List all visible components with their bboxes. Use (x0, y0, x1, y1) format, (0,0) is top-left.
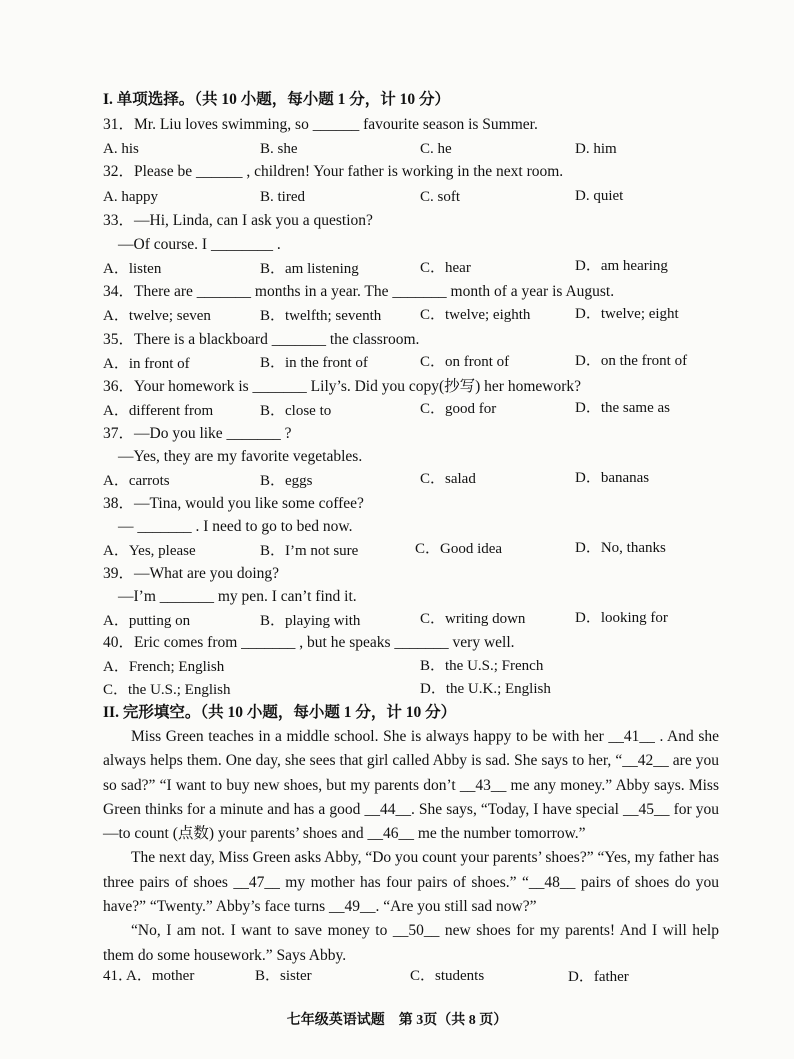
q31-option-b: B. she (260, 141, 298, 157)
section-2-heading: II. 完形填空。（共 10 小题，每小题 1 分，计 10 分） (103, 704, 457, 721)
question-33-stem-2: —Of course. I ________ . (118, 236, 281, 253)
q37-option-a: A．carrots (103, 473, 170, 489)
q33-option-b: B．am listening (260, 261, 359, 277)
section-1-heading: I. 单项选择。（共 10 小题，每小题 1 分，计 10 分） (103, 91, 451, 108)
q36-option-a: A．different from (103, 403, 214, 419)
question-40-stem: 40．Eric comes from _______ , but he speaks _______ very well. (103, 634, 515, 651)
question-33-stem: 33．—Hi, Linda, can I ask you a question? (103, 212, 373, 229)
q37-option-d: D．bananas (575, 470, 650, 486)
question-37-stem-2: —Yes, they are my favorite vegetables. (118, 448, 363, 465)
q35-option-a: A．in front of (103, 356, 190, 372)
q40-option-b: B．the U.S.; French (420, 658, 544, 674)
q41-option-a: A．mother (126, 968, 195, 984)
q32-option-d: D. quiet (575, 188, 624, 204)
q32-option-a: A. happy (103, 189, 158, 205)
question-39-stem-2: —I’m _______ my pen. I can’t find it. (118, 588, 357, 605)
q36-option-b: B．close to (260, 403, 332, 419)
question-35-stem: 35．There is a blackboard _______ the classroom. (103, 331, 420, 348)
q32-option-b: B. tired (260, 189, 305, 205)
q33-option-a: A．listen (103, 261, 162, 277)
q41-option-d: D．father (568, 969, 629, 985)
q39-option-b: B．playing with (260, 613, 361, 629)
question-39-stem: 39．—What are you doing? (103, 565, 280, 582)
q31-option-c: C. he (420, 141, 452, 157)
q39-option-a: A．putting on (103, 613, 191, 629)
q34-option-d: D．twelve; eight (575, 306, 679, 322)
q36-option-c: C．good for (420, 401, 497, 417)
question-31-stem: 31．Mr. Liu loves swimming, so ______ favourite season is Summer. (103, 116, 538, 133)
q33-option-d: D．am hearing (575, 258, 668, 274)
q41-number: 41． (103, 968, 134, 984)
q33-option-c: C．hear (420, 260, 471, 276)
question-38-stem: 38．—Tina, would you like some coffee? (103, 495, 364, 512)
question-34-stem: 34．There are _______ months in a year. The _______ month of a year is August. (103, 283, 615, 300)
q41-option-c: C．students (410, 968, 485, 984)
q32-option-c: C. soft (420, 189, 461, 205)
q38-option-a: A．Yes, please (103, 543, 196, 559)
q34-option-c: C．twelve; eighth (420, 307, 531, 323)
q35-option-b: B．in the front of (260, 355, 368, 371)
q38-option-c: C．Good idea (415, 541, 503, 557)
q36-option-d: D．the same as (575, 400, 670, 416)
q39-option-c: C．writing down (420, 611, 526, 627)
q35-option-d: D．on the front of (575, 353, 688, 369)
q35-option-c: C．on front of (420, 354, 510, 370)
cloze-paragraph-3: “No, I am not. I want to save money to __50__ new shoes for my parents! And I will help them do some housework.” Says Abby. (103, 922, 719, 964)
q40-option-c: C．the U.S.; English (103, 682, 231, 698)
q31-option-d: D. him (575, 141, 617, 157)
q38-option-b: B．I’m not sure (260, 543, 359, 559)
q38-option-d: D．No, thanks (575, 540, 666, 556)
q37-option-b: B．eggs (260, 473, 313, 489)
cloze-passage (103, 725, 719, 968)
q31-option-a: A. his (103, 141, 139, 157)
question-37-stem: 37．—Do you like _______ ? (103, 425, 292, 442)
cloze-paragraph-2: The next day, Miss Green asks Abby, “Do you count your parents’ shoes?” “Yes, my father has three pairs of shoes __47__ my mother has four pairs of shoes.” “__48__ pairs of shoes do you have?” “Twenty.” Abby’s face turns __49__. “Are you still sad now?” (103, 849, 720, 916)
q40-option-a: A．French; English (103, 659, 225, 675)
q34-option-b: B．twelfth; seventh (260, 308, 382, 324)
q34-option-a: A．twelve; seven (103, 308, 211, 324)
cloze-paragraph-1: Miss Green teaches in a middle school. She is always happy to be with her __41__ . And she always helps them. One day, she sees that girl called Abby is sad. She says to her, “__42__ are you so sad?” “I want to buy new shoes, but my parents don’t __43__ me any money.” Abby says. Miss Green thinks for a minute and has a good __44__. She says, “Today, I have special __45__ for you—to count (点数) your parents’ shoes and __46__ me the number tomorrow.” (103, 728, 719, 843)
q39-option-d: D．looking for (575, 610, 668, 626)
page-footer: 七年级英语试题 第 3页（共 8 页） (286, 1013, 508, 1028)
q41-option-b: B．sister (255, 968, 312, 984)
question-38-stem-2: — _______ . I need to go to bed now. (118, 518, 353, 535)
q37-option-c: C．salad (420, 471, 476, 487)
q40-option-d: D．the U.K.; English (420, 681, 551, 697)
question-32-stem: 32．Please be ______ , children! Your father is working in the next room. (103, 163, 564, 180)
question-36-stem: 36．Your homework is _______ Lily’s. Did you copy(抄写) her homework? (103, 378, 582, 395)
